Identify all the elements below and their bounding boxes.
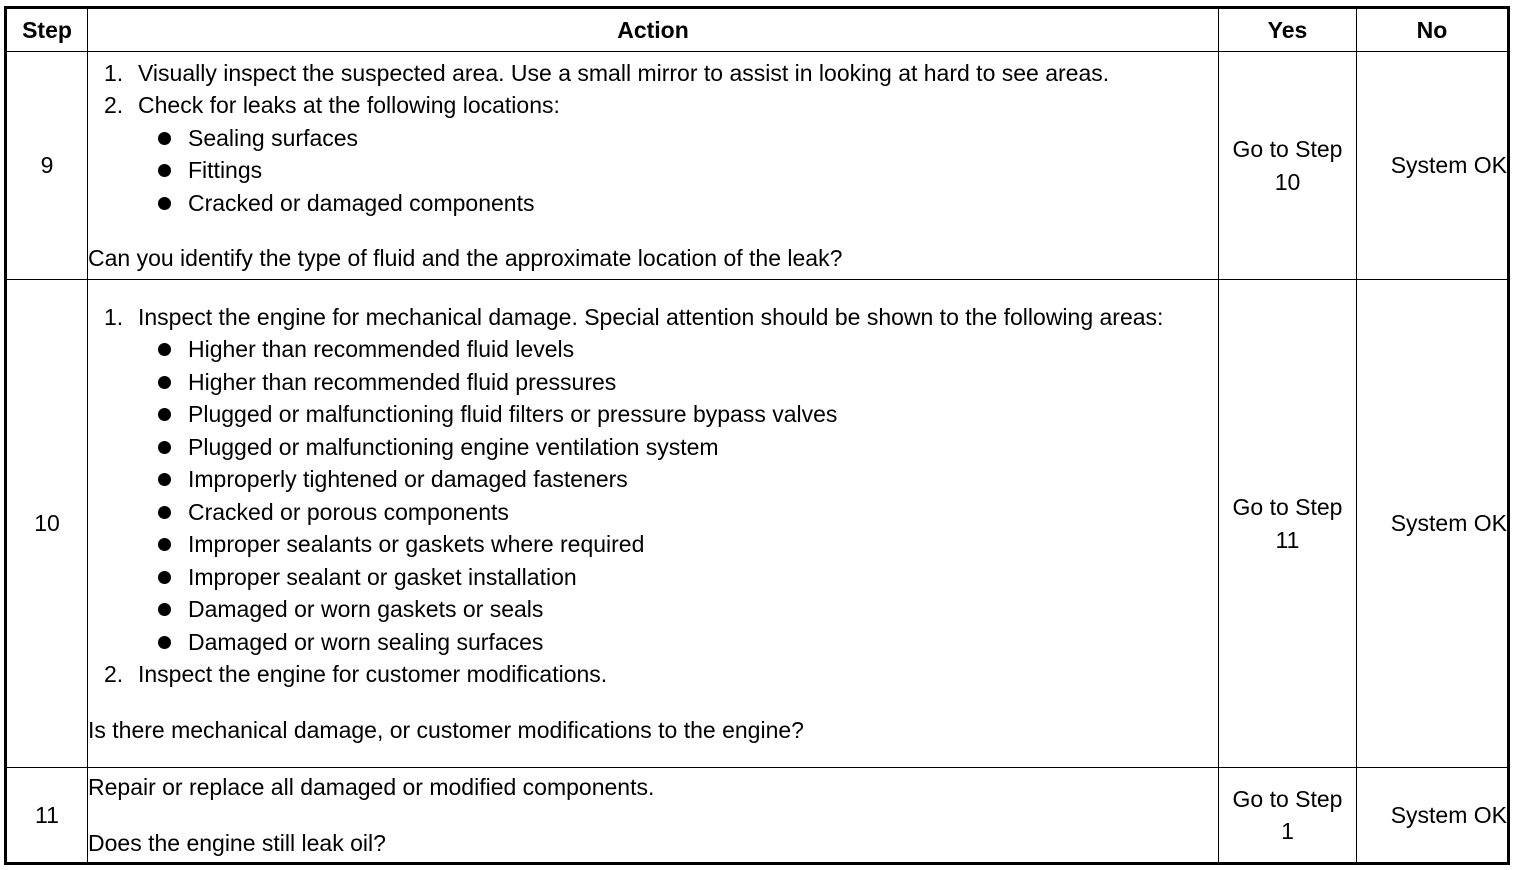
bullet-item bbox=[88, 561, 1218, 594]
bullet-icon bbox=[158, 164, 171, 177]
item-text: Visually inspect the suspected area. Use a small mirror to assist in looking at hard to see areas. bbox=[138, 59, 1110, 86]
bullet-item bbox=[88, 431, 1218, 464]
bullet-text: Higher than recommended fluid levels bbox=[188, 336, 575, 363]
bullet-text: Improper sealant or gasket installation bbox=[188, 563, 577, 590]
item-number: 1. bbox=[104, 303, 124, 330]
yes-line2: 1 bbox=[1281, 818, 1294, 844]
numbered-item bbox=[88, 89, 1218, 122]
bullet-text: Plugged or malfunctioning fluid filters or pressure bypass valves bbox=[188, 401, 838, 428]
question-text: Does the engine still leak oil? bbox=[88, 829, 386, 856]
table-row bbox=[6, 280, 1509, 768]
header-action: Action bbox=[88, 8, 1219, 52]
bullet-text: Fittings bbox=[188, 157, 263, 183]
bullet-text: Cracked or damaged components bbox=[188, 189, 535, 216]
bullet-text: Cracked or porous components bbox=[188, 498, 509, 525]
bullet-icon bbox=[158, 636, 171, 649]
bullet-item bbox=[88, 333, 1218, 366]
action-cell bbox=[88, 280, 1219, 768]
yes-line2: 10 bbox=[1274, 168, 1301, 195]
action-text: Repair or replace all damaged or modified components. bbox=[88, 774, 655, 800]
bullet-icon bbox=[158, 538, 171, 551]
bullet-icon bbox=[158, 506, 171, 519]
step-number: 10 bbox=[6, 280, 88, 768]
numbered-item bbox=[88, 658, 1218, 691]
bullet-text: Plugged or malfunctioning engine ventilation system bbox=[188, 433, 719, 460]
bullet-icon bbox=[158, 473, 171, 486]
no-cell: System OK bbox=[1357, 52, 1509, 280]
yes-line1: Go to Step bbox=[1232, 136, 1343, 162]
question-text: Is there mechanical damage, or customer modifications to the engine? bbox=[88, 716, 804, 743]
bullet-item bbox=[88, 366, 1218, 399]
table-header-row bbox=[6, 8, 1509, 52]
yes-line1: Go to Step bbox=[1232, 785, 1343, 812]
item-text: Check for leaks at the following locations: bbox=[138, 92, 560, 118]
bullet-text: Higher than recommended fluid pressures bbox=[188, 368, 617, 395]
bullet-item bbox=[88, 496, 1218, 529]
item-text: Inspect the engine for mechanical damage. Special attention should be shown to the following areas: bbox=[138, 303, 1164, 330]
item-number: 2. bbox=[104, 92, 124, 118]
header-step: Step bbox=[6, 8, 88, 52]
diagnostic-table bbox=[4, 6, 1510, 865]
header-yes: Yes bbox=[1219, 8, 1357, 52]
item-number: 2. bbox=[104, 661, 124, 688]
item-number: 1. bbox=[104, 59, 124, 86]
no-cell: System OK bbox=[1357, 280, 1509, 768]
bullet-item bbox=[88, 398, 1218, 431]
bullet-icon bbox=[158, 603, 171, 616]
bullet-item bbox=[88, 122, 1218, 155]
yes-line2: 11 bbox=[1275, 526, 1300, 553]
bullet-item bbox=[88, 593, 1218, 626]
numbered-item bbox=[88, 301, 1218, 334]
bullet-icon bbox=[158, 441, 171, 454]
bullet-item bbox=[88, 154, 1218, 187]
bullet-icon bbox=[158, 132, 171, 145]
numbered-item bbox=[88, 57, 1218, 90]
bullet-icon bbox=[158, 408, 171, 421]
no-cell: System OK bbox=[1357, 768, 1509, 864]
bullet-text: Improperly tightened or damaged fasteners bbox=[188, 466, 628, 493]
step-number: 11 bbox=[6, 768, 88, 864]
bullet-icon bbox=[158, 343, 171, 356]
yes-cell bbox=[1219, 280, 1357, 768]
bullet-icon bbox=[158, 376, 171, 389]
table-row bbox=[6, 768, 1509, 864]
table-row bbox=[6, 52, 1509, 280]
yes-line1: Go to Step bbox=[1232, 494, 1343, 520]
action-cell bbox=[88, 52, 1219, 280]
bullet-item bbox=[88, 463, 1218, 496]
bullet-icon bbox=[158, 571, 171, 584]
bullet-text: Sealing surfaces bbox=[188, 124, 359, 151]
yes-cell bbox=[1219, 768, 1357, 864]
bullet-item bbox=[88, 626, 1218, 659]
bullet-text: Damaged or worn sealing surfaces bbox=[188, 628, 544, 655]
question-text: Can you identify the type of fluid and the approximate location of the leak? bbox=[88, 245, 843, 271]
bullet-item bbox=[88, 528, 1218, 561]
bullet-text: Improper sealants or gaskets where required bbox=[188, 531, 645, 558]
bullet-item bbox=[88, 187, 1218, 220]
header-no: No bbox=[1357, 8, 1509, 52]
item-text: Inspect the engine for customer modifications. bbox=[138, 661, 608, 688]
yes-cell bbox=[1219, 52, 1357, 280]
action-cell bbox=[88, 768, 1219, 864]
bullet-icon bbox=[158, 197, 171, 210]
step-number: 9 bbox=[6, 52, 88, 280]
bullet-text: Damaged or worn gaskets or seals bbox=[188, 596, 544, 623]
